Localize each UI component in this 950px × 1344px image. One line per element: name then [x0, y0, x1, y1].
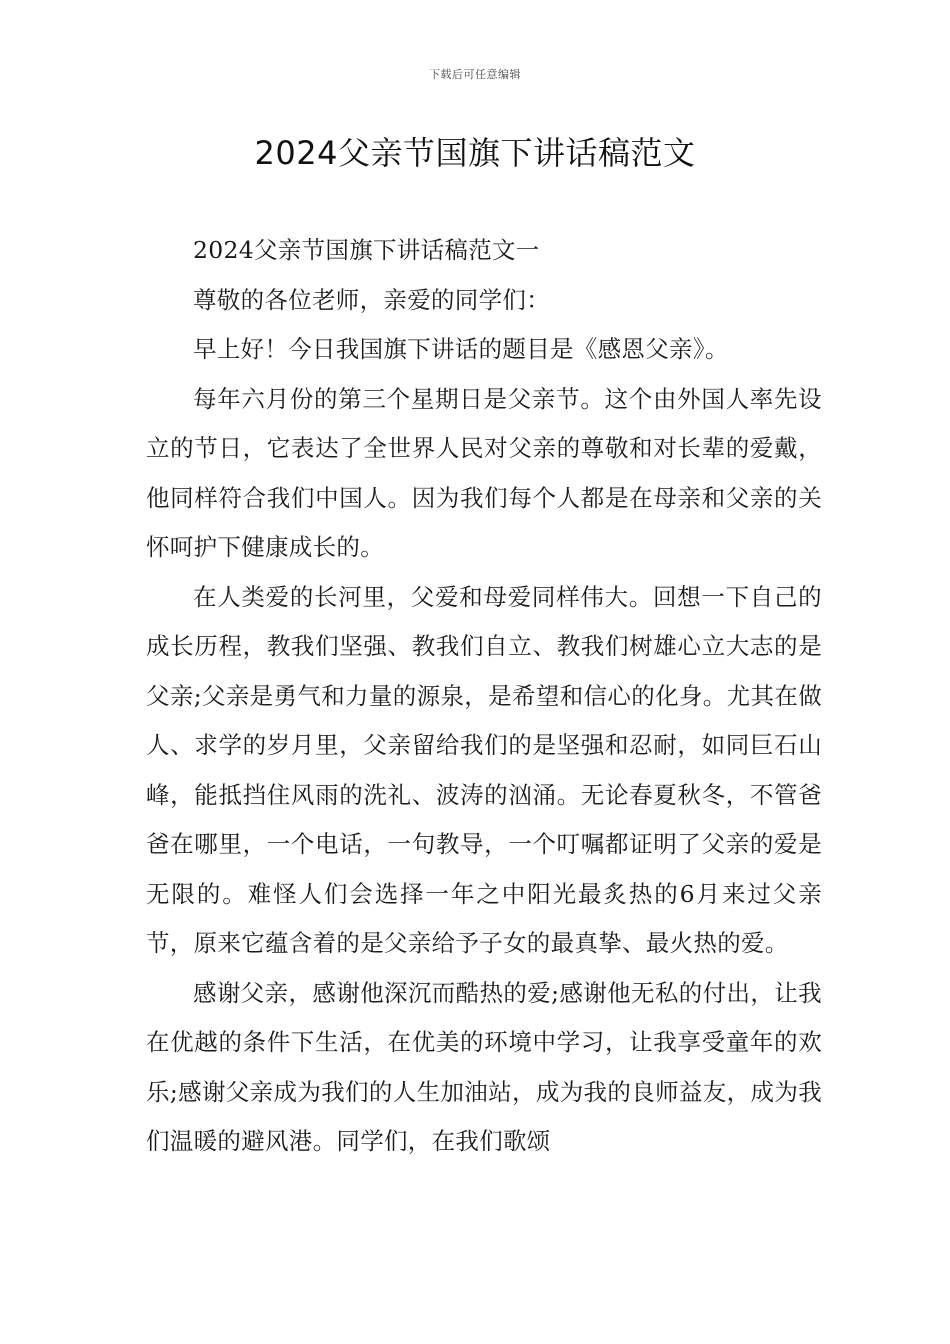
header-note: 下载后可任意编辑	[429, 68, 521, 81]
paragraph-greeting: 早上好！今日我国旗下讲话的题目是《感恩父亲》。	[193, 335, 729, 363]
document-body	[146, 226, 822, 1167]
paragraph-body: 每年六月份的第三个星期日是父亲节。这个由外国人率先设立的节日，它表达了全世界人民对父亲的尊敬和对长辈的爱戴，他同样符合我们中国人。因为我们每个人都是在母亲和父亲的关怀呵护下健康成长的。	[146, 384, 822, 561]
document-title: 2024父亲节国旗下讲话稿范文	[254, 134, 696, 172]
paragraph-body: 感谢父亲，感谢他深沉而酷热的爱;感谢他无私的付出，让我在优越的条件下生活，在优美的环境中学习，让我享受童年的欢乐;感谢父亲成为我们的人生加油站，成为我的良师益友，成为我们温暖的避风港。同学们，在我们歌颂	[146, 978, 822, 1155]
paragraph-body: 在人类爱的长河里，父爱和母爱同样伟大。回想一下自己的成长历程，教我们坚强、教我们自立、教我们树雄心立大志的是父亲;父亲是勇气和力量的源泉，是希望和信心的化身。尤其在做人、求学的岁月里，父亲留给我们的是坚强和忍耐，如同巨石山峰，能抵挡住风雨的洗礼、波涛的汹涌。无论春夏秋冬，不管爸爸在哪里，一个电话，一句教导，一个叮嘱都证明了父亲的爱是无限的。难怪人们会选择一年之中阳光最炙热的6月来过父亲节，原来它蕴含着的是父亲给予子女的最真挚、最火热的爱。	[146, 582, 822, 957]
paragraph-subtitle: 2024父亲节国旗下讲话稿范文一	[193, 236, 540, 264]
paragraph-salutation: 尊敬的各位老师，亲爱的同学们：	[193, 285, 550, 314]
